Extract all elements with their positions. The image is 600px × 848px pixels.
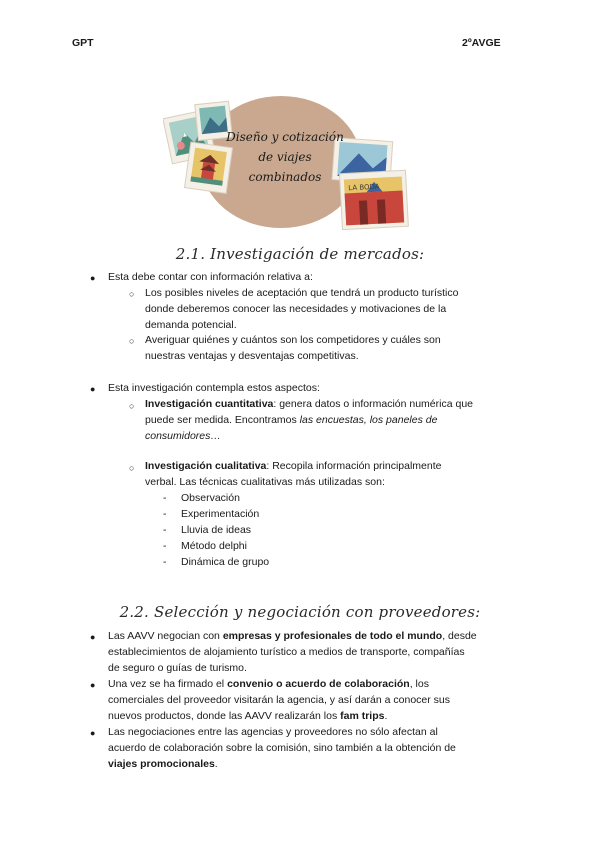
page-header — [0, 37, 600, 53]
dash-bullet: - — [163, 524, 167, 536]
b1-text-c: , desde — [442, 630, 477, 642]
b3-line1: Las negociaciones entre las agencias y proveedores no sólo afectan al — [108, 726, 438, 738]
b3-text-c: . — [214, 758, 218, 770]
b2-text-a: Una vez se ha firmado el — [108, 678, 228, 690]
quant-line3 — [145, 429, 221, 445]
b2-line2: comerciales del proveedor visitarán la agencia, y así darán a conocer sus — [108, 694, 451, 706]
technique-item: Dinámica de grupo — [181, 556, 270, 568]
quant-line2 — [145, 413, 437, 429]
banner-title-line2: de viajes — [258, 150, 312, 164]
technique-item: Método delphi — [181, 540, 247, 552]
quant-line2-italic: las encuestas, los paneles de — [299, 414, 438, 426]
bullet-icon: ● — [90, 384, 96, 394]
b2-text-l3c: . — [384, 710, 388, 722]
b2-text-l3a: nuevos productos, donde las AAVV realizarán los — [108, 710, 341, 722]
sub2-line1: Averiguar quiénes y cuántos son los competidores y cuáles son — [145, 334, 441, 346]
b1-line1 — [108, 629, 477, 645]
b3-line2: acuerdo de colaboración sobre la comisión, sino también a la obtención de — [108, 742, 456, 754]
technique-item: Lluvia de ideas — [181, 524, 252, 536]
b1-bold: empresas y profesionales de todo el mundo — [222, 630, 443, 642]
b2-text-c: , los — [409, 678, 429, 690]
circle-bullet-icon: ○ — [129, 463, 135, 473]
dash-bullet: - — [163, 556, 167, 568]
banner-title-line3: combinados — [248, 170, 322, 184]
qual-line1 — [145, 459, 441, 475]
b2-line1 — [108, 677, 429, 693]
b3-bold: viajes promocionales — [108, 758, 215, 770]
b3-line3 — [108, 757, 218, 773]
section-title-market-research: 2.1. Investigación de mercados: — [175, 245, 425, 263]
bullet-icon: ● — [90, 680, 96, 690]
b2-bold: convenio o acuerdo de colaboración — [227, 678, 410, 690]
sub1-line1: Los posibles niveles de aceptación que tendrá un producto turístico — [145, 287, 459, 299]
sub1-line2: donde deberemos conocer las necesidades y motivaciones de la — [145, 303, 447, 315]
header-left: GPT — [72, 37, 94, 49]
section1-intro: Esta debe contar con información relativa a: — [108, 271, 313, 283]
dash-bullet: - — [163, 540, 167, 552]
circle-bullet-icon: ○ — [129, 336, 135, 346]
quant-line1 — [145, 397, 473, 413]
sub1-line3: demanda potencial. — [145, 319, 237, 331]
postcard-city — [340, 170, 409, 229]
quant-line1-rest: : genera datos o información numérica que — [273, 398, 473, 410]
header-right: 2ºAVGE — [462, 37, 501, 49]
quant-line2-plain: puede ser medida. Encontramos — [145, 414, 300, 426]
postcard-label: LA BODA — [348, 182, 380, 193]
bullet-icon: ● — [90, 632, 96, 642]
bullet-icon: ● — [90, 273, 96, 283]
title-banner-illustration — [163, 96, 413, 234]
banner-title-line1: Diseño y cotización — [226, 130, 344, 144]
b1-line2: establecimientos de alojamiento turístico a medios de transporte, compañías — [108, 646, 465, 658]
b1-text-a: Las AAVV negocian con — [108, 630, 223, 642]
qual-line2: verbal. Las técnicas cualitativas más utilizadas son: — [145, 476, 385, 488]
qual-label: Investigación cualitativa — [145, 460, 267, 472]
postcard-pagoda — [185, 142, 233, 193]
section-title-suppliers: 2.2. Selección y negociación con proveedores: — [119, 603, 481, 621]
qual-line1-rest: : Recopila información principalmente — [266, 460, 442, 472]
technique-item: Experimentación — [181, 508, 260, 520]
circle-bullet-icon: ○ — [129, 401, 135, 411]
bullet-icon: ● — [90, 728, 96, 738]
dash-bullet: - — [163, 508, 167, 520]
dash-bullet: - — [163, 492, 167, 504]
quant-line3-italic: consumidores… — [145, 430, 221, 442]
technique-item: Observación — [181, 492, 240, 504]
b1-line3: de seguro o guías de turismo. — [108, 662, 247, 674]
b2-line3 — [108, 709, 387, 725]
circle-bullet-icon: ○ — [129, 289, 135, 299]
sub2-line2: nuestras ventajas y desventajas competitivas. — [145, 350, 359, 362]
b2-bold-fam-trips: fam trips — [340, 710, 385, 722]
section1-aspects: Esta investigación contempla estos aspectos: — [108, 382, 320, 394]
quant-label: Investigación cuantitativa — [145, 398, 274, 410]
